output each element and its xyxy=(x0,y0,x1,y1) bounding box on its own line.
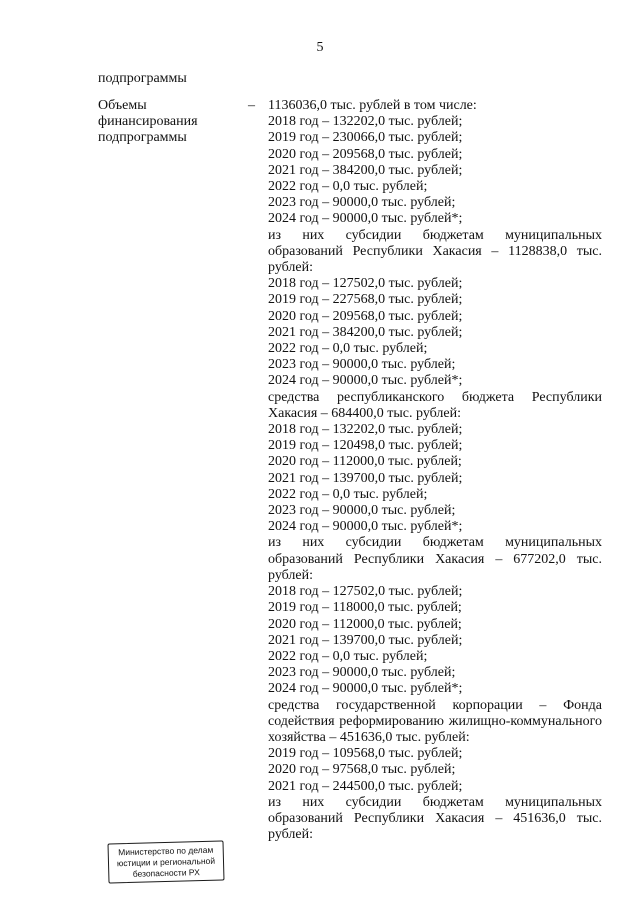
year-line: 2018 год – 132202,0 тыс. рублей; xyxy=(268,114,463,130)
fund-heading-line: содействия реформированию жилищно-коммунального xyxy=(268,713,602,729)
year-line: 2018 год – 132202,0 тыс. рублей; xyxy=(268,422,463,438)
year-line: 2020 год – 209568,0 тыс. рублей; xyxy=(268,146,463,162)
year-line: 2021 год – 384200,0 тыс. рублей; xyxy=(268,324,463,340)
ministry-stamp xyxy=(107,840,224,883)
year-line: 2019 год – 227568,0 тыс. рублей; xyxy=(268,292,463,308)
year-line: 2024 год – 90000,0 тыс. рублей*; xyxy=(268,373,463,389)
year-line: 2019 год – 109568,0 тыс. рублей; xyxy=(268,746,463,762)
year-line: 2020 год – 112000,0 тыс. рублей; xyxy=(268,454,462,470)
subsidy-heading-line: образований Республики Хакасия – 451636,0 тыс. xyxy=(268,810,602,826)
year-line: 2023 год – 90000,0 тыс. рублей; xyxy=(268,195,456,211)
subsidy-heading-line: рублей: xyxy=(268,567,313,583)
year-line: 2021 год – 139700,0 тыс. рублей; xyxy=(268,632,463,648)
year-line: 2020 год – 97568,0 тыс. рублей; xyxy=(268,762,456,778)
fund-heading-line: хозяйства – 451636,0 тыс. рублей: xyxy=(268,729,470,745)
year-line: 2019 год – 120498,0 тыс. рублей; xyxy=(268,438,463,454)
subsidy-heading-line: из них субсидии бюджетам муниципальных xyxy=(268,794,602,810)
year-line: 2020 год – 112000,0 тыс. рублей; xyxy=(268,616,462,632)
row-label xyxy=(98,98,238,147)
fund-year-list xyxy=(268,746,602,795)
subsidy-year-list xyxy=(268,276,602,389)
total-line: 1136036,0 тыс. рублей в том числе: xyxy=(268,98,477,113)
row-label-line: Объемы xyxy=(98,98,147,113)
year-line: 2024 год – 90000,0 тыс. рублей*; xyxy=(268,519,463,535)
row-dash: – xyxy=(248,98,255,113)
subsidy-heading-line: из них субсидии бюджетам муниципальных xyxy=(268,535,602,551)
stamp-line: Министерство по делам xyxy=(118,844,214,858)
year-line: 2022 год – 0,0 тыс. рублей; xyxy=(268,648,428,664)
year-line: 2019 год – 230066,0 тыс. рублей; xyxy=(268,130,463,146)
year-line: 2022 год – 0,0 тыс. рублей; xyxy=(268,341,428,357)
year-line: 2024 год – 90000,0 тыс. рублей*; xyxy=(268,211,463,227)
subsidy-heading-line: из них субсидии бюджетам муниципальных xyxy=(268,227,602,243)
year-line: 2022 год – 0,0 тыс. рублей; xyxy=(268,486,428,502)
subsidy-year-list xyxy=(268,584,602,697)
financing-details xyxy=(268,98,602,843)
fund-heading-line: средства государственной корпорации – Фонда xyxy=(268,697,602,713)
subsidy-heading-line: рублей: xyxy=(268,827,313,843)
year-line: 2019 год – 118000,0 тыс. рублей; xyxy=(268,600,462,616)
republic-budget-heading-line: средства республиканского бюджета Республики xyxy=(268,389,602,405)
stamp-line: юстиции и региональной xyxy=(116,855,216,869)
subsidy-heading-line: рублей: xyxy=(268,260,313,276)
year-line: 2021 год – 139700,0 тыс. рублей; xyxy=(268,470,463,486)
year-line: 2023 год – 90000,0 тыс. рублей; xyxy=(268,665,456,681)
stamp-line: безопасности РХ xyxy=(132,867,200,879)
year-line: 2020 год – 209568,0 тыс. рублей; xyxy=(268,308,463,324)
year-line: 2024 год – 90000,0 тыс. рублей*; xyxy=(268,681,463,697)
year-line: 2021 год – 384200,0 тыс. рублей; xyxy=(268,162,463,178)
subsidy-heading-line: образований Республики Хакасия – 677202,0 тыс. xyxy=(268,551,602,567)
year-line: 2023 год – 90000,0 тыс. рублей; xyxy=(268,503,456,519)
republic-budget-year-list xyxy=(268,422,602,535)
row-label-line: подпрограммы xyxy=(98,130,187,146)
year-line: 2021 год – 244500,0 тыс. рублей; xyxy=(268,778,463,794)
page-number: 5 xyxy=(316,40,324,55)
year-line: 2018 год – 127502,0 тыс. рублей; xyxy=(268,276,463,292)
republic-budget-heading-line: Хакасия – 684400,0 тыс. рублей: xyxy=(268,405,461,421)
year-line: 2018 год – 127502,0 тыс. рублей; xyxy=(268,584,463,600)
subsidy-heading-line: образований Республики Хакасия – 1128838,0 тыс. xyxy=(268,243,602,259)
continuation-word: подпрограммы xyxy=(98,71,187,86)
year-line: 2023 год – 90000,0 тыс. рублей; xyxy=(268,357,456,373)
row-label-line: финансирования xyxy=(98,114,198,130)
year-line: 2022 год – 0,0 тыс. рублей; xyxy=(268,179,428,195)
total-year-list xyxy=(268,114,602,227)
